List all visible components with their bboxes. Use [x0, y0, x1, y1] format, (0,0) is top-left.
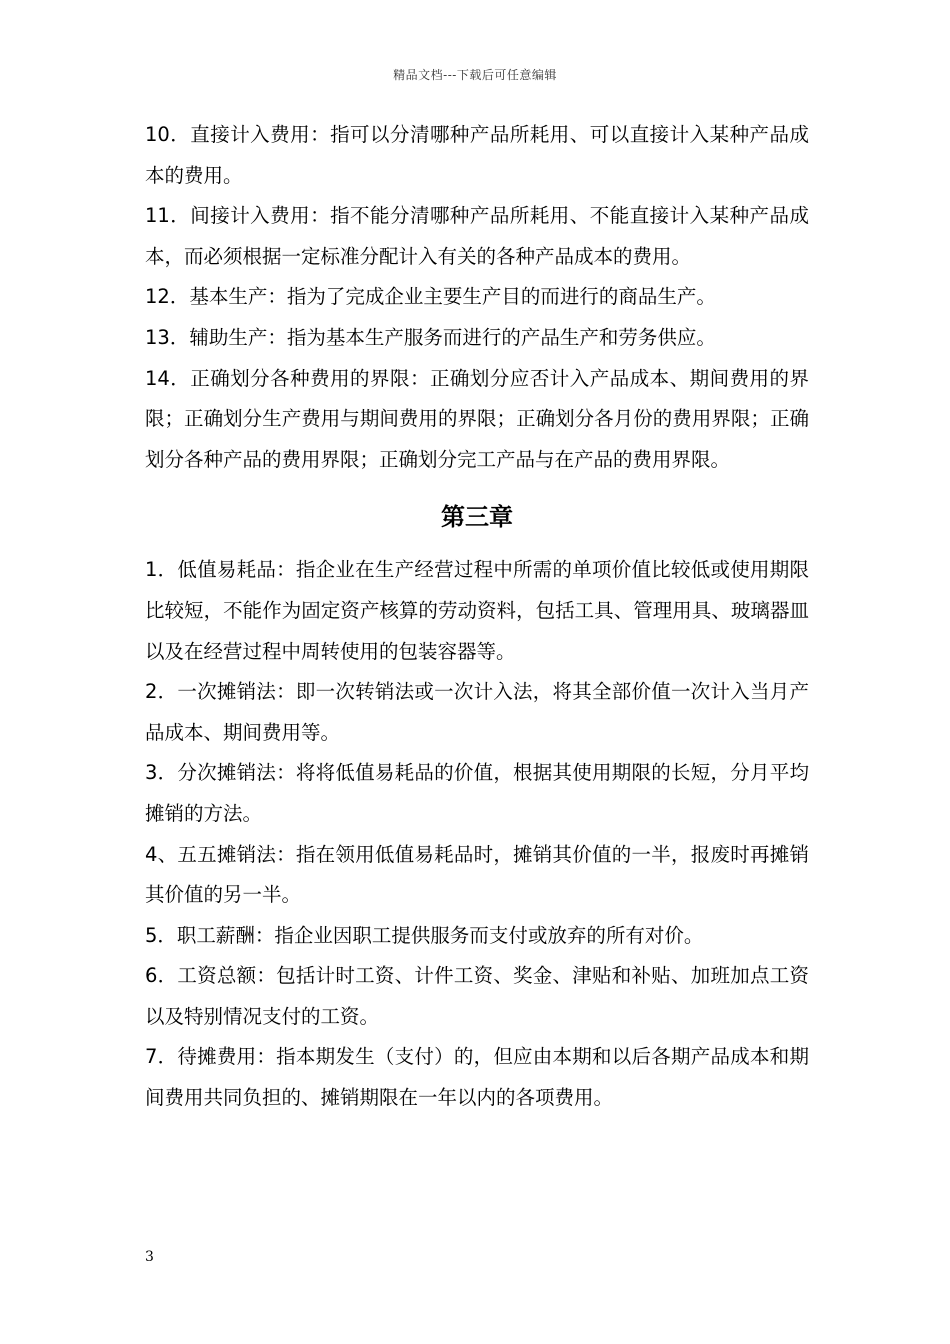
definition-paragraph: 6．工资总额：包括计时工资、计件工资、奖金、津贴和补贴、加班加点工资以及特别情况支付的工资。	[145, 964, 809, 1028]
definition-paragraph: 3．分次摊销法：将将低值易耗品的价值，根据其使用期限的长短，分月平均摊销的方法。	[145, 761, 809, 825]
definition-paragraph: 7．待摊费用：指本期发生（支付）的，但应由本期和以后各期产品成本和期间费用共同负担的、摊销期限在一年以内的各项费用。	[145, 1045, 809, 1110]
definition-paragraph: 12．基本生产：指为了完成企业主要生产目的而进行的商品生产。	[145, 285, 716, 309]
page-number: 3	[145, 1249, 154, 1265]
definition-paragraph: 4、五五摊销法：指在领用低值易耗品时，摊销其价值的一半，报废时再摊销其价值的另一半。	[145, 842, 809, 907]
definition-paragraph: 1．低值易耗品：指企业在生产经营过程中所需的单项价值比较低或使用期限比较短，不能作为固定资产核算的劳动资料，包括工具、管理用具、玻璃器皿以及在经营过程中周转使用的包装容器等。	[145, 558, 809, 663]
page-content	[145, 115, 809, 1119]
definition-paragraph: 14．正确划分各种费用的界限：正确划分应否计入产品成本、期间费用的界限；正确划分生产费用与期间费用的界限；正确划分各月份的费用界限；正确划分各种产品的费用界限；正确划分完工产品与在产品的费用界限。	[145, 366, 809, 471]
definition-paragraph: 13．辅助生产：指为基本生产服务而进行的产品生产和劳务供应。	[145, 325, 716, 349]
definition-paragraph: 5．职工薪酬：指企业因职工提供服务而支付或放弃的所有对价。	[145, 923, 704, 947]
definition-paragraph: 2．一次摊销法：即一次转销法或一次计入法，将其全部价值一次计入当月产品成本、期间费用等。	[145, 680, 809, 744]
definition-paragraph: 11．间接计入费用：指不能分清哪种产品所耗用、不能直接计入某种产品成本，而必须根据一定标准分配计入有关的各种产品成本的费用。	[145, 204, 809, 268]
definition-paragraph: 10．直接计入费用：指可以分清哪种产品所耗用、可以直接计入某种产品成本的费用。	[145, 123, 809, 187]
page-header: 精品文档---下载后可任意编辑	[393, 68, 557, 82]
chapter-title: 第三章	[441, 503, 513, 532]
